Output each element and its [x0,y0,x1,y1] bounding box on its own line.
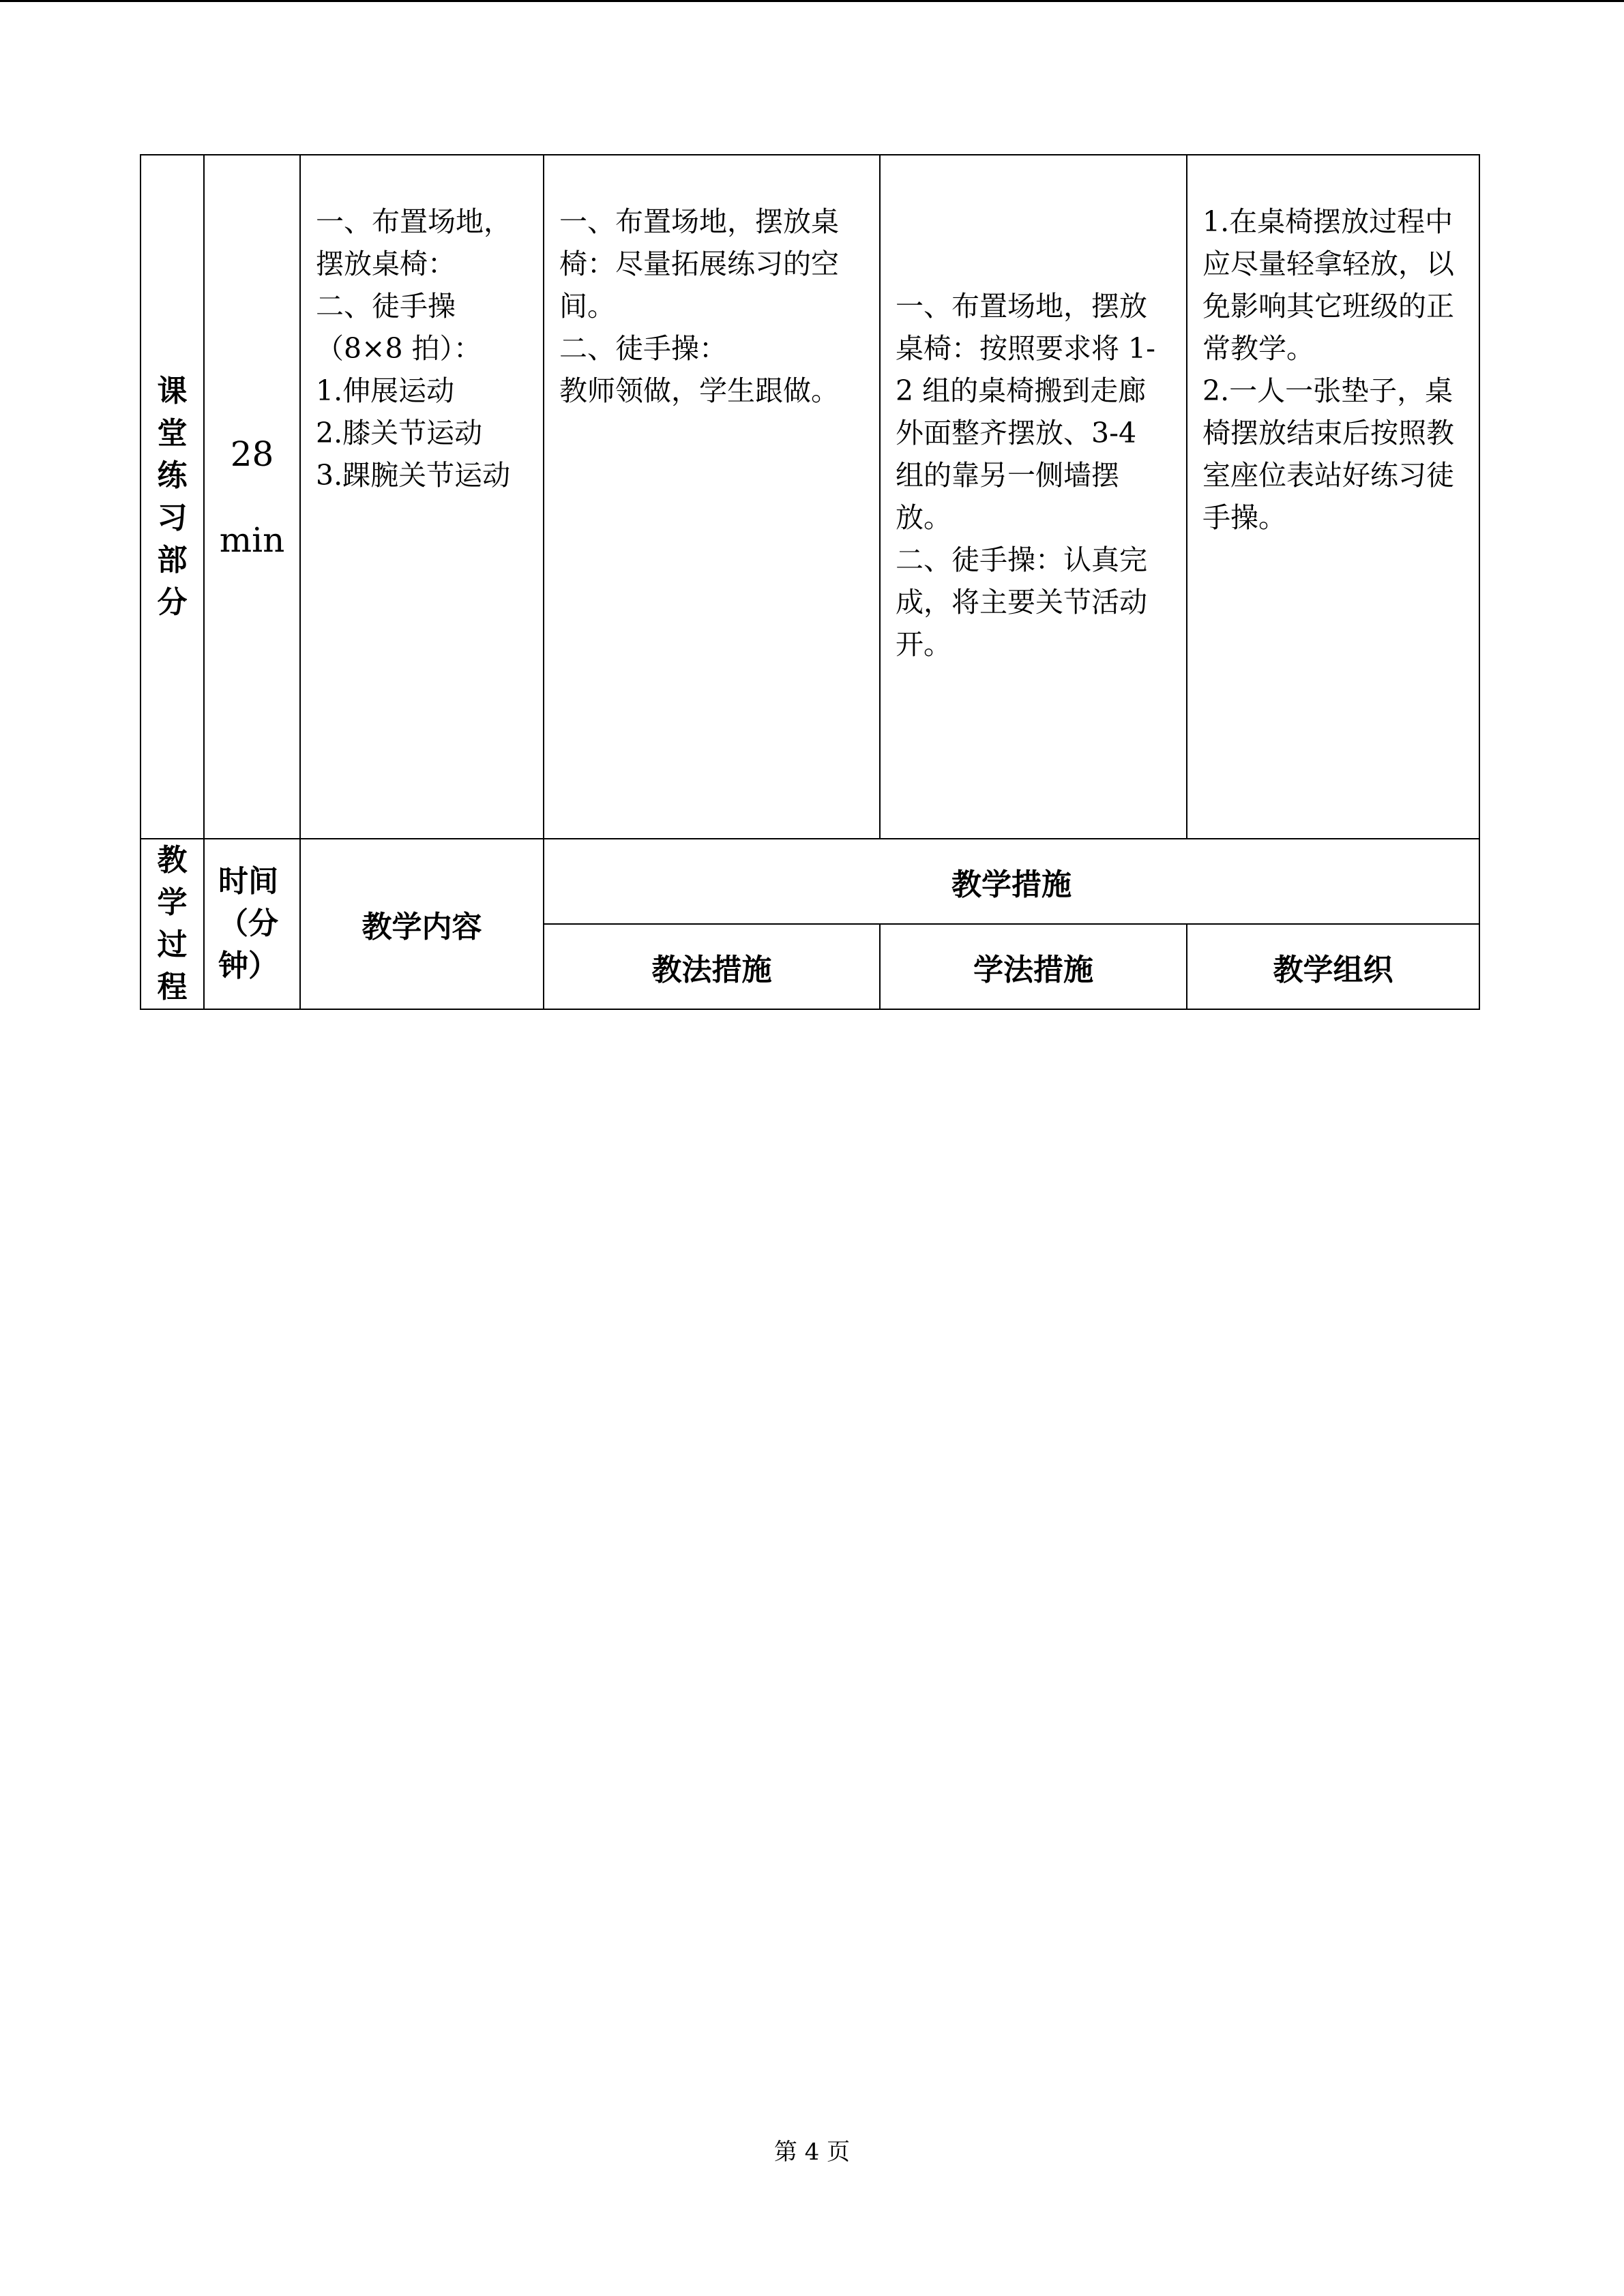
page-top-border [0,0,1624,2]
organization-line: 椅摆放结束后按照教 [1202,417,1454,449]
organization-header: 教学组织 [1187,924,1479,1009]
learn-method-line: 桌椅：按照要求将 1- [896,332,1155,365]
learning-method-cell [880,155,1187,839]
teaching-content-cell [300,155,544,839]
time-unit: min [219,520,285,560]
organization-line: 手操。 [1202,501,1286,534]
organization-line: 免影响其它班级的正 [1202,290,1454,323]
teach-method-line: 二、徒手操： [559,332,727,365]
classroom-practice-row [141,155,1479,839]
content-line: 3.踝腕关节运动 [316,459,511,492]
teach-method-header: 教法措施 [544,924,880,1009]
learn-method-line: 外面整齐摆放、3-4 [896,417,1137,449]
learn-method-line: 2 组的桌椅搬到走廊 [896,374,1147,407]
learn-method-line: 放。 [896,501,951,534]
teach-method-line: 间。 [559,290,615,323]
teaching-method-cell [544,155,880,839]
teach-method-line: 一、布置场地，摆放桌 [559,205,839,238]
measures-header: 教学措施 [544,839,1479,924]
learn-method-line: 组的靠另一侧墙摆 [896,459,1119,492]
content-line: （8×8 拍）： [316,332,482,365]
learn-method-header: 学法措施 [880,924,1187,1009]
content-line: 一、布置场地， [316,205,512,238]
time-header: 时间 （分 钟） [204,839,300,1009]
learn-method-line: 二、徒手操：认真完 [896,543,1147,576]
section-label: 课 堂 练 习 部 分 [141,155,204,839]
organization-line: 应尽量轻拿轻放，以 [1202,248,1454,280]
learn-method-line: 一、布置场地，摆放 [896,290,1147,323]
process-header: 教 学 过 程 [141,839,204,1009]
time-value: 28 [230,434,274,474]
header-row-top [141,839,1479,924]
content-line: 1.伸展运动 [316,374,455,407]
teach-method-line: 教师领做，学生跟做。 [559,374,839,407]
content-header: 教学内容 [300,839,544,1009]
organization-line: 1.在桌椅摆放过程中 [1202,205,1453,238]
teaching-organization-cell [1187,155,1479,839]
time-duration [204,155,300,839]
organization-line: 室座位表站好练习徒 [1202,459,1454,492]
content-line: 2.膝关节运动 [316,417,483,449]
lesson-plan-table [140,154,1480,1010]
teach-method-line: 椅：尽量拓展练习的空 [559,248,839,280]
lesson-plan-sheet [140,154,1479,1010]
content-line: 摆放桌椅： [316,248,456,280]
organization-line: 2.一人一张垫子，桌 [1202,374,1453,407]
organization-line: 常教学。 [1202,332,1314,365]
content-line: 二、徒手操 [316,290,456,323]
page-number: 第 4 页 [773,2138,851,2166]
learn-method-line: 开。 [896,628,951,661]
learn-method-line: 成，将主要关节活动 [896,586,1147,618]
